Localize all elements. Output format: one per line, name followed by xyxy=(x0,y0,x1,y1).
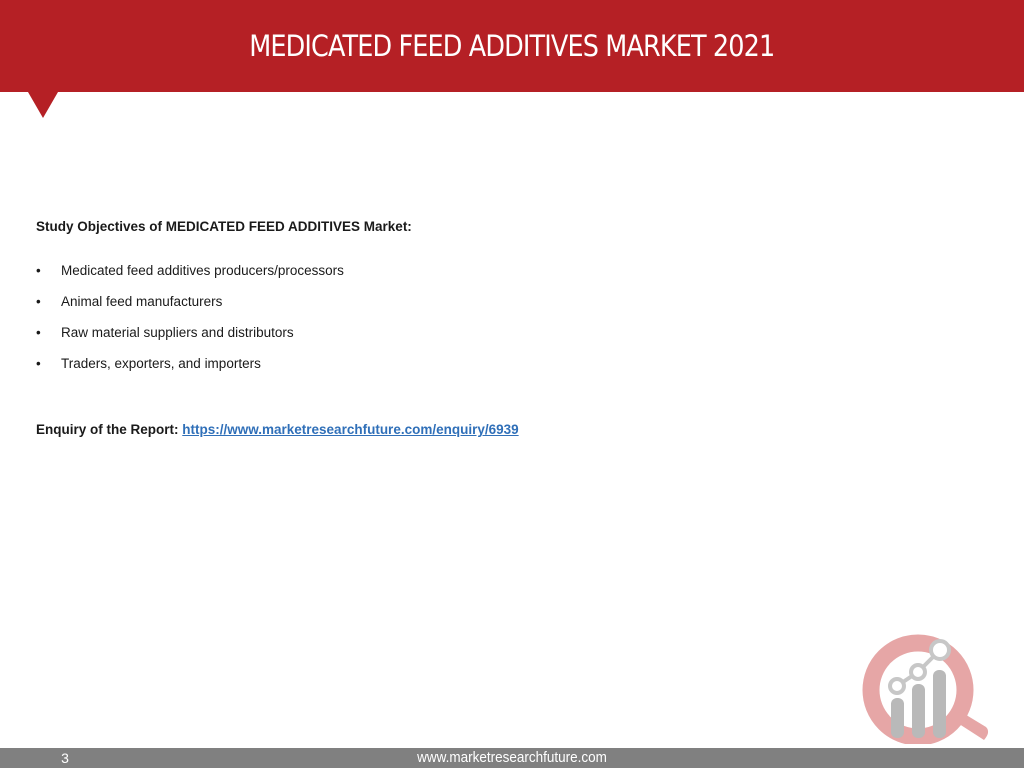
bullet-icon: • xyxy=(36,294,41,309)
trend-point xyxy=(911,665,925,679)
list-item xyxy=(36,292,976,323)
trend-point xyxy=(890,679,904,693)
objectives-list xyxy=(36,261,976,385)
page-number: 3 xyxy=(61,750,69,766)
objectives-section xyxy=(36,217,976,385)
bullet-icon: • xyxy=(36,356,41,371)
list-item xyxy=(36,354,976,385)
enquiry-line xyxy=(36,420,519,440)
list-item-text: Traders, exporters, and importers xyxy=(61,356,261,371)
page-title: MEDICATED FEED ADDITIVES MARKET 2021 xyxy=(249,29,775,63)
trend-point xyxy=(931,641,949,659)
header-pointer xyxy=(28,92,58,118)
chart-bar xyxy=(933,670,946,738)
bullet-icon: • xyxy=(36,263,41,278)
enquiry-label: Enquiry of the Report: xyxy=(36,422,179,437)
list-item xyxy=(36,261,976,292)
list-item-text: Animal feed manufacturers xyxy=(61,294,223,309)
enquiry-link[interactable]: https://www.marketresearchfuture.com/enquiry/6939 xyxy=(182,422,519,437)
chart-bar xyxy=(912,684,925,738)
magnifier-bar-chart-icon xyxy=(858,628,994,744)
list-item-text: Raw material suppliers and distributors xyxy=(61,325,294,340)
objectives-heading: Study Objectives of MEDICATED FEED ADDITIVES Market: xyxy=(36,219,412,234)
list-item-text: Medicated feed additives producers/processors xyxy=(61,263,344,278)
list-item xyxy=(36,323,976,354)
bullet-icon: • xyxy=(36,325,41,340)
footer-website: www.marketresearchfuture.com xyxy=(417,749,607,766)
chart-bar xyxy=(891,698,904,738)
